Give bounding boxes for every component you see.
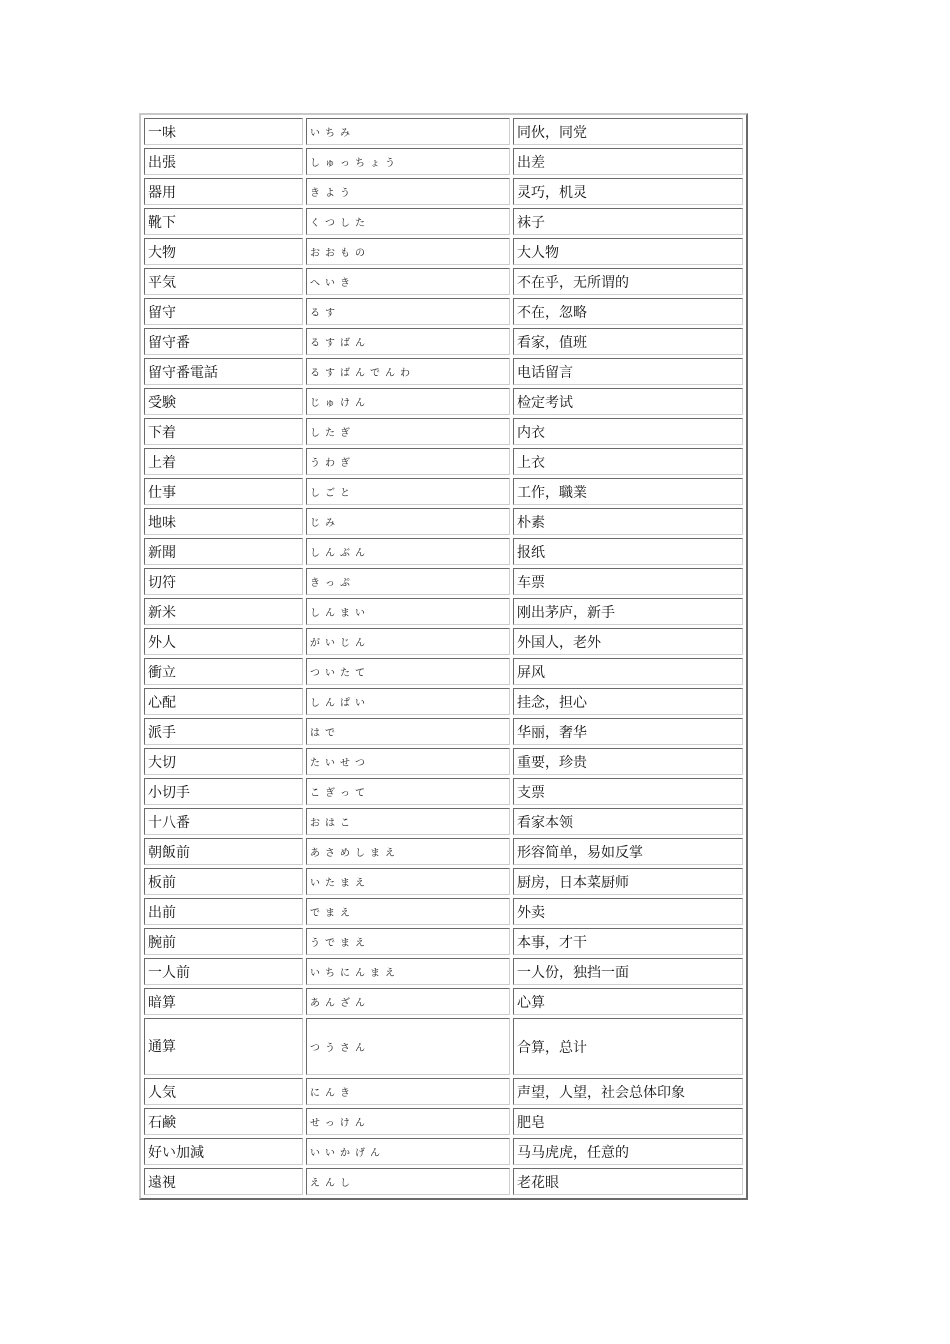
word-cell: 心配 — [144, 688, 303, 715]
table-row — [144, 118, 743, 145]
reading-cell: るすばん — [306, 328, 510, 355]
table-row — [144, 328, 743, 355]
reading-cell: いいかげん — [306, 1138, 510, 1165]
word-cell: 仕事 — [144, 478, 303, 505]
table-row — [144, 1018, 743, 1075]
word-cell: 留守 — [144, 298, 303, 325]
table-row — [144, 808, 743, 835]
word-cell: 靴下 — [144, 208, 303, 235]
reading-cell: にんき — [306, 1078, 510, 1105]
meaning-cell: 支票 — [513, 778, 743, 805]
table-row — [144, 598, 743, 625]
meaning-cell: 袜子 — [513, 208, 743, 235]
meaning-cell: 大人物 — [513, 238, 743, 265]
reading-cell: したぎ — [306, 418, 510, 445]
table-row — [144, 268, 743, 295]
word-cell: 派手 — [144, 718, 303, 745]
word-cell: 上着 — [144, 448, 303, 475]
meaning-cell: 合算，总计 — [513, 1018, 743, 1075]
reading-cell: じゅけん — [306, 388, 510, 415]
table-row — [144, 1078, 743, 1105]
meaning-cell: 马马虎虎，任意的 — [513, 1138, 743, 1165]
table-row — [144, 628, 743, 655]
meaning-cell: 同伙，同党 — [513, 118, 743, 145]
word-cell: 留守番 — [144, 328, 303, 355]
meaning-cell: 看家，值班 — [513, 328, 743, 355]
reading-cell: つうさん — [306, 1018, 510, 1075]
reading-cell: いちにんまえ — [306, 958, 510, 985]
word-cell: 十八番 — [144, 808, 303, 835]
word-cell: 一人前 — [144, 958, 303, 985]
reading-cell: あさめしまえ — [306, 838, 510, 865]
word-cell: 出張 — [144, 148, 303, 175]
table-row — [144, 1138, 743, 1165]
table-row — [144, 1108, 743, 1135]
reading-cell: きよう — [306, 178, 510, 205]
meaning-cell: 声望，人望，社会总体印象 — [513, 1078, 743, 1105]
table-row — [144, 208, 743, 235]
word-cell: 遠視 — [144, 1168, 303, 1195]
word-cell: 新聞 — [144, 538, 303, 565]
meaning-cell: 挂念，担心 — [513, 688, 743, 715]
word-cell: 腕前 — [144, 928, 303, 955]
meaning-cell: 工作，職業 — [513, 478, 743, 505]
meaning-cell: 不在，忽略 — [513, 298, 743, 325]
word-cell: 人気 — [144, 1078, 303, 1105]
table-row — [144, 568, 743, 595]
reading-cell: こぎって — [306, 778, 510, 805]
meaning-cell: 外国人，老外 — [513, 628, 743, 655]
meaning-cell: 屏风 — [513, 658, 743, 685]
meaning-cell: 看家本领 — [513, 808, 743, 835]
reading-cell: いたまえ — [306, 868, 510, 895]
meaning-cell: 出差 — [513, 148, 743, 175]
table-row — [144, 418, 743, 445]
reading-cell: きっぷ — [306, 568, 510, 595]
table-row — [144, 148, 743, 175]
word-cell: 朝飯前 — [144, 838, 303, 865]
meaning-cell: 报纸 — [513, 538, 743, 565]
table-row — [144, 1168, 743, 1195]
meaning-cell: 厨房，日本菜厨师 — [513, 868, 743, 895]
table-row — [144, 988, 743, 1015]
meaning-cell: 肥皂 — [513, 1108, 743, 1135]
table-row — [144, 538, 743, 565]
reading-cell: おおもの — [306, 238, 510, 265]
reading-cell: ついたて — [306, 658, 510, 685]
reading-cell: るすばんでんわ — [306, 358, 510, 385]
word-cell: 一味 — [144, 118, 303, 145]
reading-cell: あんざん — [306, 988, 510, 1015]
word-cell: 器用 — [144, 178, 303, 205]
meaning-cell: 重要，珍贵 — [513, 748, 743, 775]
word-cell: 通算 — [144, 1018, 303, 1075]
table-row — [144, 958, 743, 985]
meaning-cell: 车票 — [513, 568, 743, 595]
word-cell: 小切手 — [144, 778, 303, 805]
table-row — [144, 688, 743, 715]
word-cell: 平気 — [144, 268, 303, 295]
meaning-cell: 检定考试 — [513, 388, 743, 415]
meaning-cell: 不在乎，无所谓的 — [513, 268, 743, 295]
word-cell: 下着 — [144, 418, 303, 445]
meaning-cell: 华丽，奢华 — [513, 718, 743, 745]
reading-cell: はで — [306, 718, 510, 745]
meaning-cell: 一人份，独挡一面 — [513, 958, 743, 985]
reading-cell: おはこ — [306, 808, 510, 835]
reading-cell: うでまえ — [306, 928, 510, 955]
table-row — [144, 718, 743, 745]
table-row — [144, 928, 743, 955]
reading-cell: じみ — [306, 508, 510, 535]
vocabulary-table — [139, 113, 748, 1200]
table-row — [144, 898, 743, 925]
reading-cell: るす — [306, 298, 510, 325]
meaning-cell: 内衣 — [513, 418, 743, 445]
meaning-cell: 心算 — [513, 988, 743, 1015]
reading-cell: たいせつ — [306, 748, 510, 775]
word-cell: 大物 — [144, 238, 303, 265]
reading-cell: がいじん — [306, 628, 510, 655]
table-row — [144, 478, 743, 505]
word-cell: 留守番電話 — [144, 358, 303, 385]
word-cell: 板前 — [144, 868, 303, 895]
table-row — [144, 298, 743, 325]
meaning-cell: 上衣 — [513, 448, 743, 475]
word-cell: 切符 — [144, 568, 303, 595]
vocabulary-table-body — [144, 118, 743, 1195]
meaning-cell: 刚出茅庐，新手 — [513, 598, 743, 625]
reading-cell: へいき — [306, 268, 510, 295]
table-row — [144, 388, 743, 415]
word-cell: 地味 — [144, 508, 303, 535]
word-cell: 暗算 — [144, 988, 303, 1015]
table-row — [144, 868, 743, 895]
meaning-cell: 形容简单，易如反掌 — [513, 838, 743, 865]
table-row — [144, 178, 743, 205]
table-row — [144, 508, 743, 535]
reading-cell: しんぱい — [306, 688, 510, 715]
word-cell: 石鹸 — [144, 1108, 303, 1135]
reading-cell: しごと — [306, 478, 510, 505]
word-cell: 新米 — [144, 598, 303, 625]
meaning-cell: 灵巧，机灵 — [513, 178, 743, 205]
table-row — [144, 778, 743, 805]
table-row — [144, 358, 743, 385]
reading-cell: しゅっちょう — [306, 148, 510, 175]
table-row — [144, 448, 743, 475]
table-row — [144, 238, 743, 265]
reading-cell: えんし — [306, 1168, 510, 1195]
reading-cell: しんまい — [306, 598, 510, 625]
reading-cell: うわぎ — [306, 448, 510, 475]
meaning-cell: 老花眼 — [513, 1168, 743, 1195]
word-cell: 好い加減 — [144, 1138, 303, 1165]
word-cell: 外人 — [144, 628, 303, 655]
reading-cell: くつした — [306, 208, 510, 235]
table-row — [144, 658, 743, 685]
table-row — [144, 838, 743, 865]
reading-cell: いちみ — [306, 118, 510, 145]
word-cell: 衝立 — [144, 658, 303, 685]
word-cell: 受験 — [144, 388, 303, 415]
meaning-cell: 朴素 — [513, 508, 743, 535]
meaning-cell: 电话留言 — [513, 358, 743, 385]
word-cell: 出前 — [144, 898, 303, 925]
meaning-cell: 外卖 — [513, 898, 743, 925]
reading-cell: せっけん — [306, 1108, 510, 1135]
reading-cell: でまえ — [306, 898, 510, 925]
meaning-cell: 本事，才干 — [513, 928, 743, 955]
reading-cell: しんぶん — [306, 538, 510, 565]
word-cell: 大切 — [144, 748, 303, 775]
table-row — [144, 748, 743, 775]
